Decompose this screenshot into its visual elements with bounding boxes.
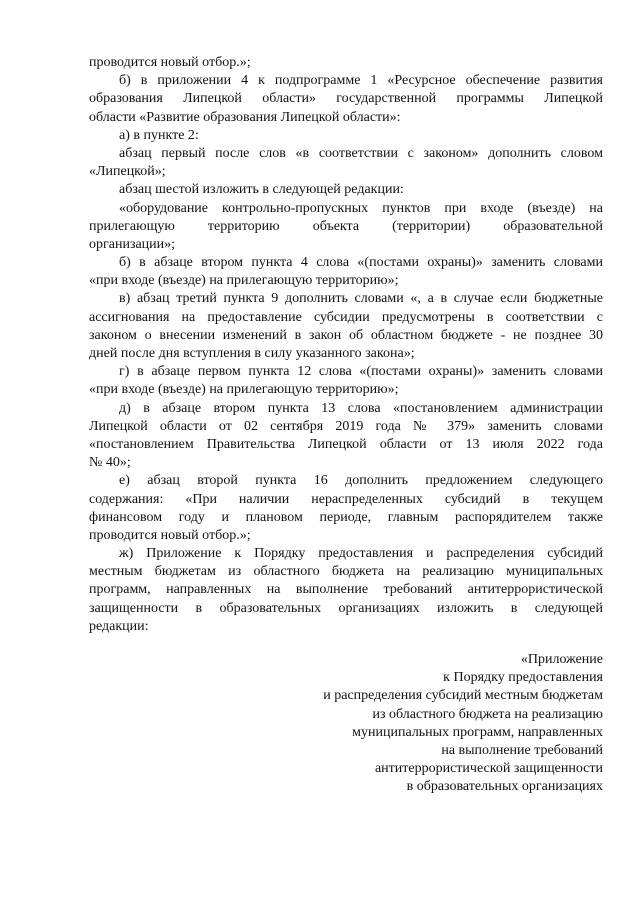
appendix-header: [273, 651, 603, 797]
text-line: ж) Приложение к Порядку предоставления и распределения субсидий: [119, 546, 603, 562]
appendix-line: на выполнение требований: [441, 742, 603, 758]
text-line: «Липецкой»;: [89, 164, 166, 180]
text-line: абзац шестой изложить в следующей редакции:: [119, 182, 404, 198]
text-line: законом о внесении изменений в закон об областном бюджете - не позднее 30: [89, 327, 603, 343]
text-line: г) в абзаце первом пункта 12 слова «(постами охраны)» заменить словами: [119, 364, 603, 380]
appendix-line: из областного бюджета на реализацию: [372, 706, 603, 722]
text-line: редакции:: [89, 618, 149, 634]
appendix-line: в образовательных организациях: [406, 779, 603, 795]
appendix-line: муниципальных программ, направленных: [352, 724, 603, 740]
text-line: ассигнования на предоставление субсидии предусмотрены в соответствии с: [89, 309, 603, 325]
text-line: программ, направленных на выполнение требований антитеррористической: [89, 582, 603, 598]
text-line: «при входе (въезде) на прилегающую территорию»;: [89, 273, 399, 289]
text-line: проводится новый отбор.»;: [89, 55, 251, 70]
text-line: б) в абзаце втором пункта 4 слова «(постами охраны)» заменить словами: [119, 255, 603, 271]
document-body: [89, 54, 603, 636]
text-line: «при входе (въезде) на прилегающую территорию»;: [89, 382, 399, 398]
appendix-line: «Приложение: [520, 652, 603, 667]
text-line: образования Липецкой области» государственной программы Липецкой: [89, 91, 603, 107]
text-line: д) в абзаце втором пункта 13 слова «постановлением администрации: [119, 400, 603, 416]
text-line: местным бюджетам из областного бюджета на реализацию муниципальных: [89, 564, 603, 580]
text-line: абзац первый после слов «в соответствии с законом» дополнить словом: [119, 145, 603, 161]
appendix-line: антитеррористической защищенности: [374, 761, 603, 777]
text-line: а) в пункте 2:: [119, 127, 199, 143]
text-line: № 40»;: [89, 455, 131, 471]
text-line: финансовом году и плановом периоде, главным распорядителем также: [89, 509, 603, 525]
text-line: проводится новый отбор.»;: [89, 527, 251, 543]
text-line: в) абзац третий пункта 9 дополнить словами «, а в случае если бюджетные: [119, 291, 603, 307]
text-line: защищенности в образовательных организациях изложить в следующей: [89, 600, 603, 616]
text-line: «постановлением Правительства Липецкой области от 13 июля 2022 года: [89, 436, 603, 452]
text-line: содержания: «При наличии нераспределенных субсидий в текущем: [89, 491, 603, 507]
text-line: б) в приложении 4 к подпрограмме 1 «Ресурсное обеспечение развития: [119, 73, 603, 89]
text-line: дней после дня вступления в силу указанного закона»;: [89, 346, 415, 361]
text-line: е) абзац второй пункта 16 дополнить предложением следующего: [119, 473, 603, 489]
text-line: организации»;: [89, 236, 176, 252]
text-line: области «Развитие образования Липецкой области»:: [89, 109, 401, 125]
text-line: Липецкой области от 02 сентября 2019 года № 379» заменить словами: [89, 418, 603, 434]
appendix-line: и распределения субсидий местным бюджетам: [323, 688, 603, 704]
text-line: прилегающую территорию объекта (территории) образовательной: [89, 218, 603, 234]
appendix-line: к Порядку предоставления: [443, 670, 603, 686]
text-line: «оборудование контрольно-пропускных пунктов при входе (въезде) на: [119, 200, 603, 216]
